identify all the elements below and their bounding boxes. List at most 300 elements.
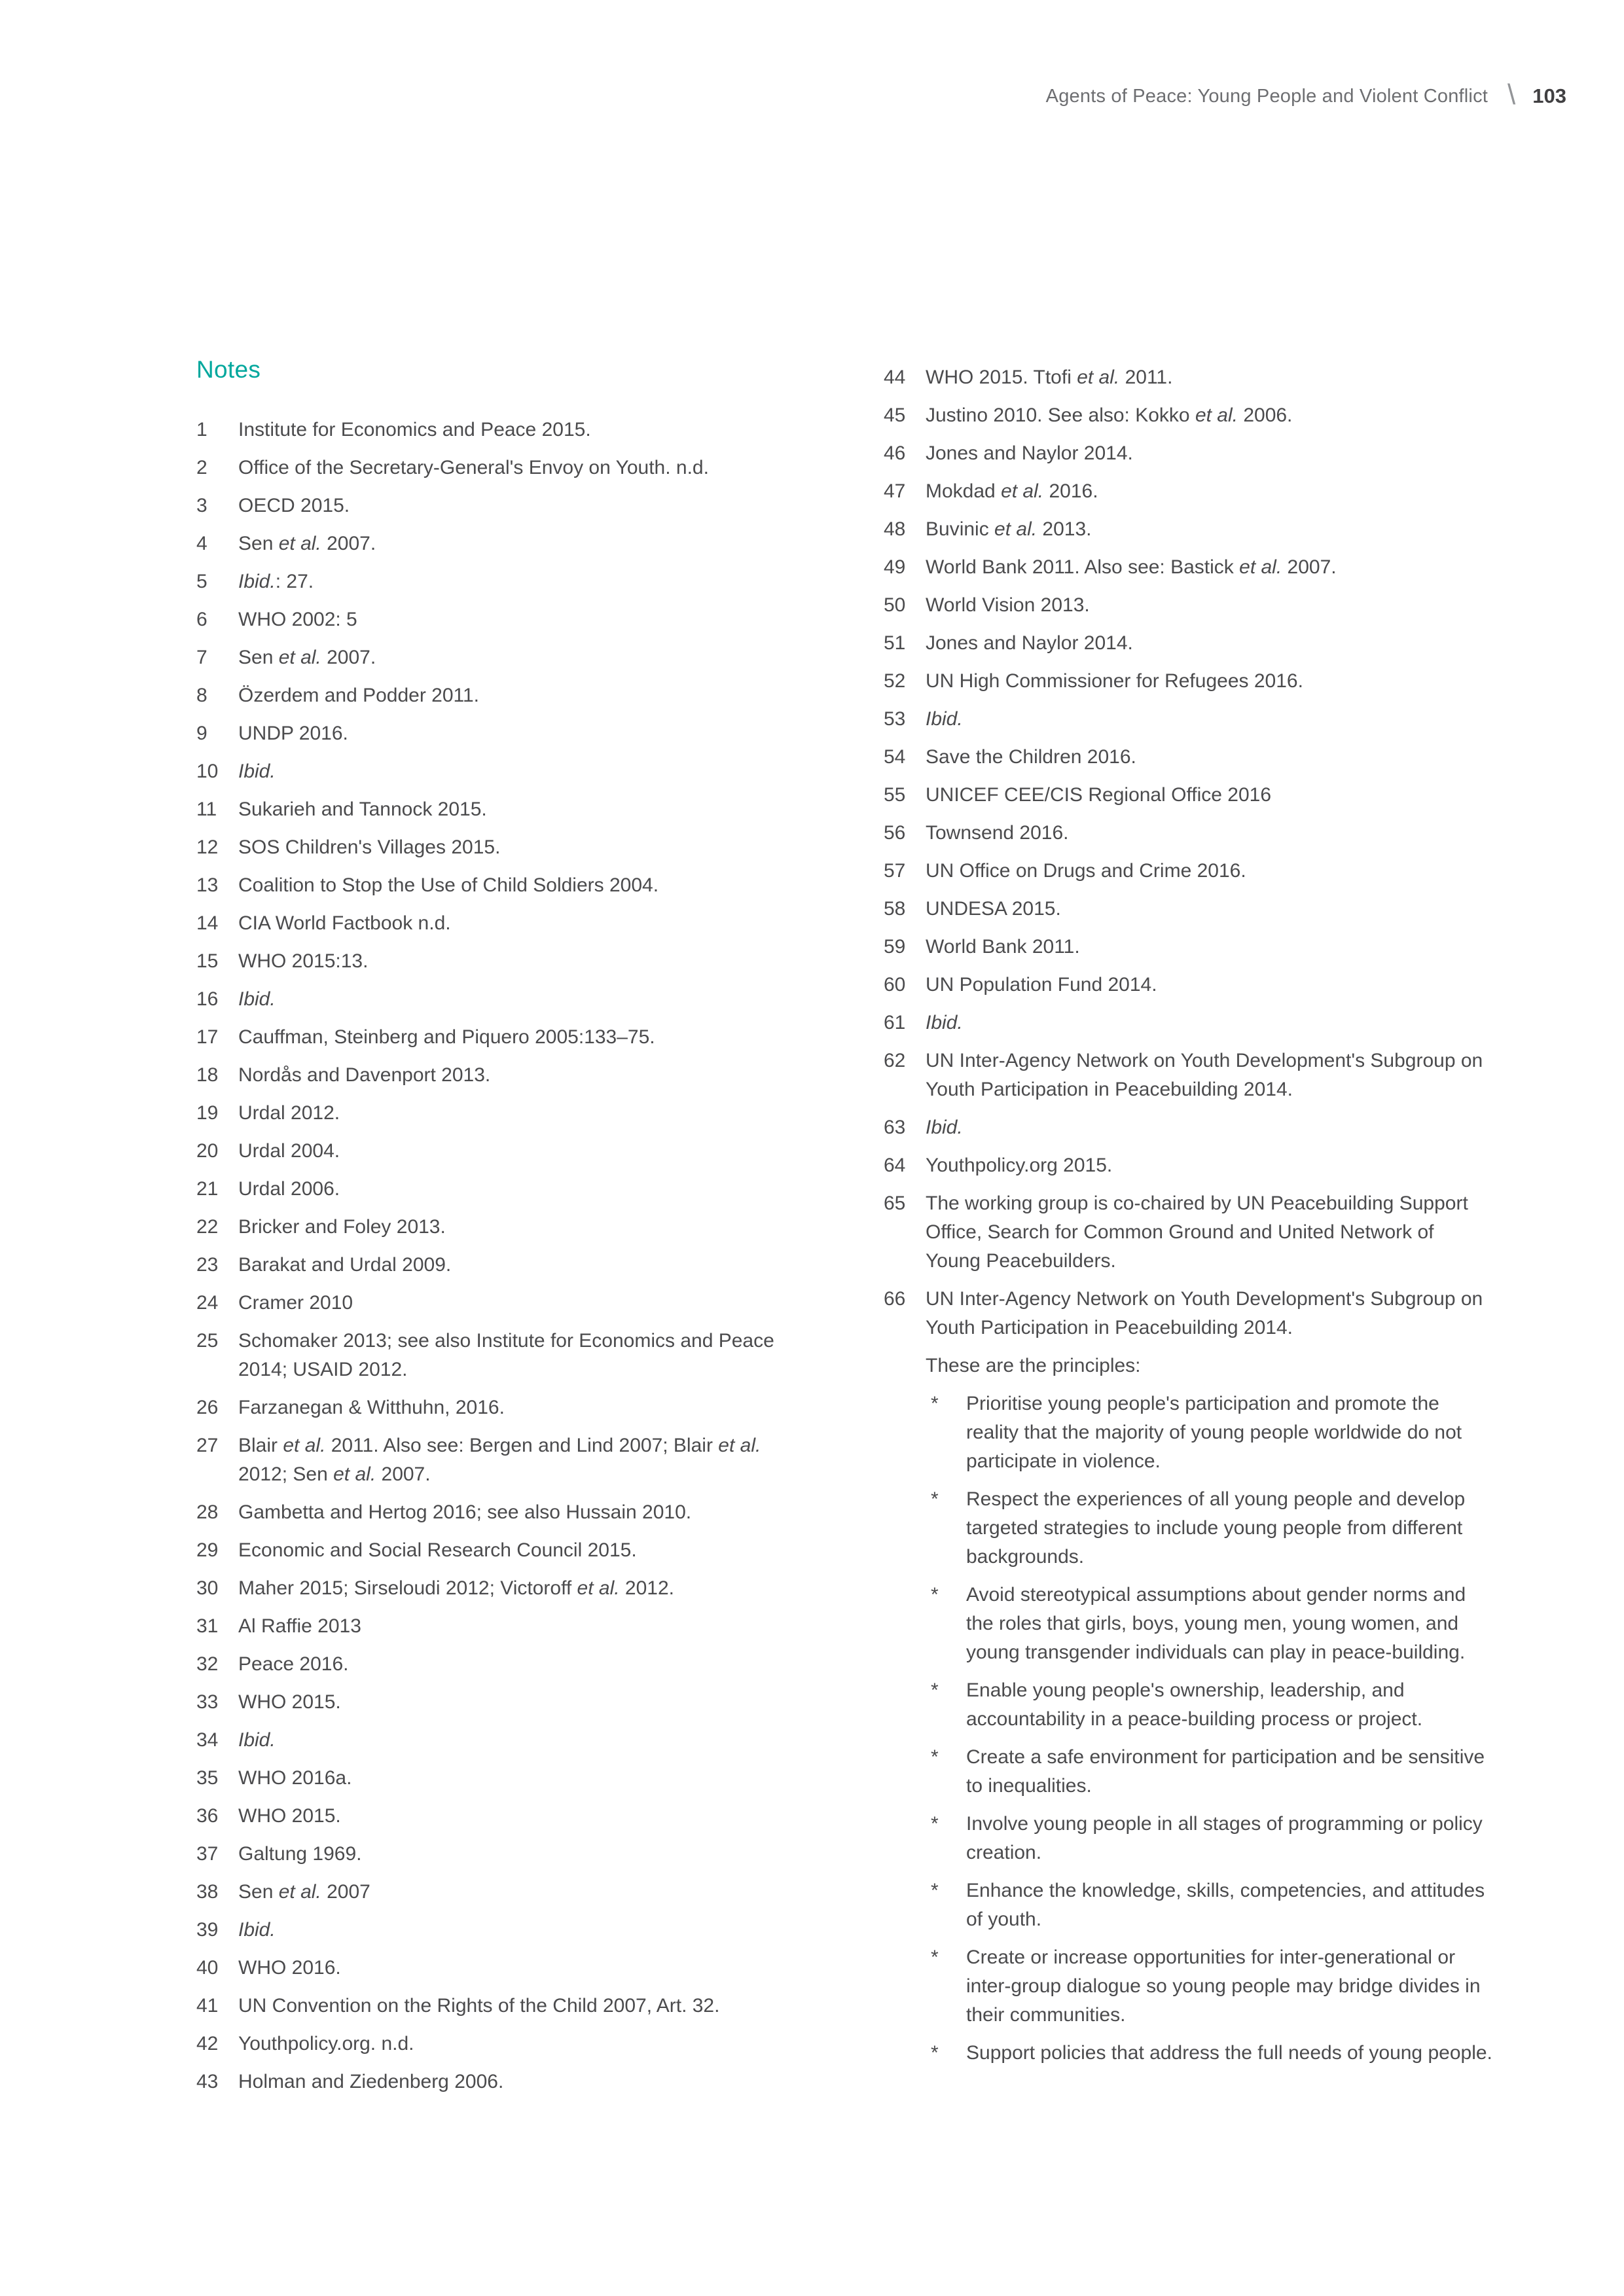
note-number: 58 <box>884 898 906 920</box>
plain-text: Avoid stereotypical assumptions about gender norms and the roles that girls, boys, young men, young women, and young transgender individuals can play in peace-building. <box>966 1584 1466 1663</box>
plain-text: 2013. <box>1037 518 1092 540</box>
note-item-26 <box>196 1393 785 1422</box>
principle-text <box>966 1390 1494 1476</box>
note-body <box>238 1289 785 1318</box>
plain-text: Create or increase opportunities for inter-generational or inter-group dialogue so young people may bridge divides in their communities. <box>966 1946 1481 2026</box>
note-number: 64 <box>884 1155 906 1176</box>
note-text <box>926 819 1494 848</box>
note-item-8 <box>196 681 785 710</box>
note-body <box>238 1954 785 1982</box>
note-text <box>238 1099 785 1128</box>
note-item-15 <box>196 947 785 976</box>
note-text <box>238 1213 785 1242</box>
note-body <box>238 1650 785 1679</box>
note-number: 21 <box>196 1178 219 1200</box>
note-item-52 <box>884 667 1494 696</box>
plain-text: WHO 2016. <box>238 1957 341 1979</box>
note-number: 4 <box>196 533 208 554</box>
note-number: 55 <box>884 784 906 806</box>
note-number: 51 <box>884 632 906 654</box>
note-item-42 <box>196 2030 785 2058</box>
note-number: 49 <box>884 556 906 578</box>
note-number: 10 <box>196 761 219 782</box>
note-body <box>238 1023 785 1052</box>
note-item-21 <box>196 1175 785 1204</box>
plain-text: Schomaker 2013; see also Institute for Economics and Peace 2014; USAID 2012. <box>238 1330 774 1380</box>
notes-heading: Notes <box>196 356 261 383</box>
plain-text: UN Inter-Agency Network on Youth Development's Subgroup on Youth Participation in Peacebuilding 2014. <box>926 1288 1483 1338</box>
note-number: 53 <box>884 708 906 730</box>
running-header <box>1046 80 1566 113</box>
plain-text: Jones and Naylor 2014. <box>926 442 1133 464</box>
plain-text: UNDESA 2015. <box>926 898 1061 920</box>
note-text <box>238 416 785 444</box>
principle-text <box>966 1676 1494 1734</box>
note-number: 34 <box>196 1729 219 1751</box>
plain-text: Respect the experiences of all young people and develop targeted strategies to include young people from different backgrounds. <box>966 1488 1466 1568</box>
asterisk-marker: * <box>931 1393 939 1414</box>
note-number: 19 <box>196 1102 219 1124</box>
note-item-19 <box>196 1099 785 1128</box>
note-body <box>926 1189 1494 1276</box>
note-number: 44 <box>884 367 906 388</box>
note-item-38 <box>196 1878 785 1907</box>
note-item-36 <box>196 1802 785 1831</box>
note-number: 65 <box>884 1193 906 1214</box>
note-item-28 <box>196 1498 785 1527</box>
italic-text: et al. <box>1001 480 1044 502</box>
note-body <box>926 515 1494 544</box>
note-item-6 <box>196 605 785 634</box>
plain-text: Cauffman, Steinberg and Piquero 2005:133–75. <box>238 1026 655 1048</box>
note-text <box>926 477 1494 506</box>
note-body <box>238 1840 785 1869</box>
note-text <box>926 895 1494 924</box>
plain-text: Economic and Social Research Council 2015. <box>238 1539 637 1561</box>
note-number: 8 <box>196 685 208 706</box>
note-number: 33 <box>196 1691 219 1713</box>
note-number: 45 <box>884 404 906 426</box>
note-item-62 <box>884 1047 1494 1104</box>
note-number: 37 <box>196 1843 219 1865</box>
note-item-43 <box>196 2068 785 2096</box>
note-body <box>238 2068 785 2096</box>
note-text <box>238 833 785 862</box>
note-text <box>926 553 1494 582</box>
page-number: 103 <box>1532 84 1566 107</box>
note-number: 32 <box>196 1653 219 1675</box>
note-number: 12 <box>196 836 219 858</box>
plain-text: Barakat and Urdal 2009. <box>238 1254 452 1276</box>
plain-text: Buvinic <box>926 518 995 540</box>
plain-text: Townsend 2016. <box>926 822 1069 844</box>
note-item-1 <box>196 416 785 444</box>
italic-text: et al. <box>1239 556 1282 578</box>
principle-text <box>966 2039 1494 2068</box>
plain-text: Create a safe environment for participation and be sensitive to inequalities. <box>966 1746 1485 1797</box>
note-number: 23 <box>196 1254 219 1276</box>
note-body <box>926 553 1494 582</box>
note-body <box>238 1878 785 1907</box>
note-number: 46 <box>884 442 906 464</box>
principle-item <box>926 1743 1494 1801</box>
note-number: 56 <box>884 822 906 844</box>
asterisk-marker: * <box>931 1584 939 1605</box>
note-body <box>238 1574 785 1603</box>
note-number: 43 <box>196 2071 219 2092</box>
note-item-61 <box>884 1009 1494 1037</box>
plain-text: Sen <box>238 647 279 668</box>
note-text <box>238 1023 785 1052</box>
italic-text: Ibid. <box>926 1117 963 1138</box>
plain-text: Cramer 2010 <box>238 1292 353 1314</box>
note-number: 38 <box>196 1881 219 1903</box>
note-number: 66 <box>884 1288 906 1310</box>
note-text <box>926 591 1494 620</box>
note-text <box>238 1916 785 1945</box>
header-separator: \ <box>1507 79 1516 111</box>
plain-text: Maher 2015; Sirseloudi 2012; Victoroff <box>238 1577 577 1599</box>
plain-text: Peace 2016. <box>238 1653 349 1675</box>
note-item-44 <box>884 363 1494 392</box>
note-number: 29 <box>196 1539 219 1561</box>
plain-text: UN Convention on the Rights of the Child 2007, Art. 32. <box>238 1995 720 2017</box>
note-body <box>238 1099 785 1128</box>
plain-text: Holman and Ziedenberg 2006. <box>238 2071 504 2092</box>
plain-text: World Bank 2011. <box>926 936 1080 958</box>
note-item-37 <box>196 1840 785 1869</box>
plain-text: Prioritise young people's participation and promote the reality that the majority of young people worldwide do not participate in violence. <box>966 1393 1462 1472</box>
note-body <box>238 833 785 862</box>
plain-text: UNICEF CEE/CIS Regional Office 2016 <box>926 784 1272 806</box>
plain-text: 2007 <box>321 1881 370 1903</box>
plain-text: 2011. Also see: Bergen and Lind 2007; Blair <box>325 1435 719 1456</box>
plain-text: 2011. <box>1119 367 1173 388</box>
notes-list-right <box>884 363 1494 2068</box>
note-text <box>926 1009 1494 1037</box>
plain-text: Sukarieh and Tannock 2015. <box>238 798 487 820</box>
note-body <box>238 909 785 938</box>
note-text <box>926 439 1494 468</box>
note-text <box>238 1954 785 1982</box>
note-item-25 <box>196 1327 785 1384</box>
note-text <box>238 947 785 976</box>
note-text <box>238 1431 785 1489</box>
note-text <box>238 1498 785 1527</box>
notes-content <box>196 357 1494 2106</box>
plain-text: Enhance the knowledge, skills, competencies, and attitudes of youth. <box>966 1880 1485 1930</box>
plain-text: 2007. <box>1282 556 1337 578</box>
plain-text: CIA World Factbook n.d. <box>238 912 451 934</box>
note-item-2 <box>196 454 785 482</box>
note-item-13 <box>196 871 785 900</box>
italic-text: et al. <box>278 647 321 668</box>
note-text <box>238 1251 785 1280</box>
note-body <box>926 477 1494 506</box>
note-item-29 <box>196 1536 785 1565</box>
note-text <box>926 933 1494 961</box>
note-number: 3 <box>196 495 208 516</box>
italic-text: et al. <box>577 1577 620 1599</box>
note-item-54 <box>884 743 1494 772</box>
note-item-12 <box>196 833 785 862</box>
plain-text: 2012. <box>619 1577 675 1599</box>
plain-text: Sen <box>238 1881 279 1903</box>
plain-text: The working group is co-chaired by UN Peacebuilding Support Office, Search for Common Ground and United Network of Young Peacebuilders. <box>926 1193 1468 1272</box>
note-item-56 <box>884 819 1494 848</box>
note-text <box>926 667 1494 696</box>
note-number: 15 <box>196 950 219 972</box>
italic-text: et al. <box>718 1435 761 1456</box>
note-item-18 <box>196 1061 785 1090</box>
note-text <box>238 757 785 786</box>
principle-item <box>926 1943 1494 2030</box>
note-text <box>238 529 785 558</box>
asterisk-marker: * <box>931 1746 939 1768</box>
note-number: 13 <box>196 874 219 896</box>
note-number: 31 <box>196 1615 219 1637</box>
note-item-11 <box>196 795 785 824</box>
note-text <box>238 605 785 634</box>
principle-item <box>926 1876 1494 1934</box>
note-item-53 <box>884 705 1494 734</box>
note-text <box>238 1992 785 2020</box>
note-item-14 <box>196 909 785 938</box>
plain-text: Nordås and Davenport 2013. <box>238 1064 491 1086</box>
note-body <box>238 1061 785 1090</box>
plain-text: WHO 2016a. <box>238 1767 352 1789</box>
note-item-57 <box>884 857 1494 886</box>
note-body <box>926 743 1494 772</box>
note-extra-text <box>926 1352 1494 1380</box>
note-text <box>238 454 785 482</box>
note-number: 18 <box>196 1064 219 1086</box>
note-body <box>238 1802 785 1831</box>
note-text <box>926 857 1494 886</box>
plain-text: 2016. <box>1043 480 1098 502</box>
note-number: 47 <box>884 480 906 502</box>
plain-text: Farzanegan & Witthuhn, 2016. <box>238 1397 505 1418</box>
note-text <box>238 909 785 938</box>
notes-list-left <box>196 416 785 2096</box>
note-item-34 <box>196 1726 785 1755</box>
note-number: 48 <box>884 518 906 540</box>
principle-text <box>966 1485 1494 1571</box>
note-item-32 <box>196 1650 785 1679</box>
note-number: 35 <box>196 1767 219 1789</box>
note-text <box>238 1393 785 1422</box>
note-number: 22 <box>196 1216 219 1238</box>
note-item-17 <box>196 1023 785 1052</box>
note-number: 1 <box>196 419 208 440</box>
note-body <box>238 605 785 634</box>
italic-text: et al. <box>1077 367 1120 388</box>
note-text <box>238 1650 785 1679</box>
note-item-9 <box>196 719 785 748</box>
note-item-64 <box>884 1151 1494 1180</box>
note-body <box>926 667 1494 696</box>
note-item-48 <box>884 515 1494 544</box>
plain-text: Enable young people's ownership, leadership, and accountability in a peace-building process or project. <box>966 1679 1423 1730</box>
note-text <box>238 1175 785 1204</box>
principle-text <box>966 1581 1494 1667</box>
note-text <box>238 1061 785 1090</box>
note-text <box>238 567 785 596</box>
note-number: 42 <box>196 2033 219 2054</box>
notes-left-column <box>196 357 785 2106</box>
plain-text: Urdal 2004. <box>238 1140 340 1162</box>
note-text <box>238 492 785 520</box>
note-number: 40 <box>196 1957 219 1979</box>
note-item-7 <box>196 643 785 672</box>
note-text <box>238 2030 785 2058</box>
plain-text: Coalition to Stop the Use of Child Soldiers 2004. <box>238 874 659 896</box>
principle-item <box>926 1581 1494 1667</box>
note-number: 63 <box>884 1117 906 1138</box>
note-item-46 <box>884 439 1494 468</box>
note-number: 11 <box>196 798 217 820</box>
italic-text: Ibid. <box>926 708 963 730</box>
note-body <box>238 871 785 900</box>
plain-text: World Vision 2013. <box>926 594 1090 616</box>
principle-item <box>926 1810 1494 1867</box>
plain-text: WHO 2015. <box>238 1805 341 1827</box>
note-item-50 <box>884 591 1494 620</box>
plain-text: Urdal 2006. <box>238 1178 340 1200</box>
note-text <box>238 2068 785 2096</box>
principle-text <box>966 1810 1494 1867</box>
note-item-24 <box>196 1289 785 1318</box>
note-item-49 <box>884 553 1494 582</box>
note-text <box>238 1840 785 1869</box>
notes-right-column <box>884 357 1494 2106</box>
note-number: 50 <box>884 594 906 616</box>
note-body <box>238 795 785 824</box>
plain-text: Galtung 1969. <box>238 1843 362 1865</box>
note-text <box>926 781 1494 810</box>
plain-text: 2007. <box>321 647 376 668</box>
note-text <box>926 705 1494 734</box>
note-text <box>238 1612 785 1641</box>
note-item-65 <box>884 1189 1494 1276</box>
plain-text: Justino 2010. See also: Kokko <box>926 404 1195 426</box>
note-text <box>238 985 785 1014</box>
plain-text: Sen <box>238 533 279 554</box>
note-body <box>238 1916 785 1945</box>
note-text <box>238 681 785 710</box>
italic-text: et al. <box>283 1435 326 1456</box>
principle-item <box>926 2039 1494 2068</box>
note-body <box>238 1498 785 1527</box>
note-body <box>926 1009 1494 1037</box>
note-item-40 <box>196 1954 785 1982</box>
note-body <box>238 757 785 786</box>
plain-text: 2007. <box>321 533 376 554</box>
plain-text: Gambetta and Hertog 2016; see also Hussain 2010. <box>238 1501 692 1523</box>
running-header-title: Agents of Peace: Young People and Violent Conflict <box>1045 85 1489 107</box>
note-text <box>238 1289 785 1318</box>
plain-text: Bricker and Foley 2013. <box>238 1216 446 1238</box>
note-body <box>238 1213 785 1242</box>
note-number: 14 <box>196 912 219 934</box>
note-item-10 <box>196 757 785 786</box>
plain-text: Al Raffie 2013 <box>238 1615 361 1637</box>
asterisk-marker: * <box>931 1880 939 1901</box>
asterisk-marker: * <box>931 2042 939 2064</box>
note-number: 52 <box>884 670 906 692</box>
note-item-22 <box>196 1213 785 1242</box>
note-text <box>238 719 785 748</box>
plain-text: OECD 2015. <box>238 495 350 516</box>
note-text <box>238 1802 785 1831</box>
note-number: 25 <box>196 1330 219 1352</box>
note-text <box>238 1327 785 1384</box>
note-body <box>238 2030 785 2058</box>
plain-text: Save the Children 2016. <box>926 746 1136 768</box>
note-text <box>926 1285 1494 1342</box>
note-number: 2 <box>196 457 208 478</box>
plain-text: UN Population Fund 2014. <box>926 974 1157 996</box>
note-text <box>926 1151 1494 1180</box>
note-body <box>926 1047 1494 1104</box>
note-number: 20 <box>196 1140 219 1162</box>
note-item-3 <box>196 492 785 520</box>
plain-text: 2012; Sen <box>238 1463 334 1485</box>
note-item-60 <box>884 971 1494 999</box>
note-body <box>238 947 785 976</box>
note-text <box>238 871 785 900</box>
note-item-35 <box>196 1764 785 1793</box>
note-body <box>238 1137 785 1166</box>
note-body <box>238 529 785 558</box>
plain-text: Institute for Economics and Peace 2015. <box>238 419 591 440</box>
note-body <box>238 1726 785 1755</box>
plain-text: Office of the Secretary-General's Envoy on Youth. n.d. <box>238 457 709 478</box>
note-body <box>238 985 785 1014</box>
note-body <box>926 933 1494 961</box>
note-item-41 <box>196 1992 785 2020</box>
italic-text: Ibid. <box>238 761 276 782</box>
note-body <box>926 895 1494 924</box>
note-body <box>238 567 785 596</box>
note-number: 28 <box>196 1501 219 1523</box>
plain-text: These are the principles: <box>926 1355 1141 1376</box>
note-text <box>926 629 1494 658</box>
note-item-27 <box>196 1431 785 1489</box>
plain-text: 2006. <box>1237 404 1293 426</box>
note-number: 27 <box>196 1435 219 1456</box>
italic-text: Ibid. <box>238 988 276 1010</box>
italic-text: et al. <box>994 518 1038 540</box>
note-text <box>926 1189 1494 1276</box>
note-number: 36 <box>196 1805 219 1827</box>
note-text <box>238 1688 785 1717</box>
note-number: 16 <box>196 988 219 1010</box>
note-number: 61 <box>884 1012 906 1033</box>
italic-text: Ibid. <box>238 1729 276 1751</box>
note-item-55 <box>884 781 1494 810</box>
note-body <box>926 857 1494 886</box>
note-body <box>926 591 1494 620</box>
note-body <box>926 705 1494 734</box>
plain-text: Support policies that address the full needs of young people. <box>966 2042 1492 2064</box>
asterisk-marker: * <box>931 1488 939 1510</box>
note-number: 60 <box>884 974 906 996</box>
plain-text: WHO 2002: 5 <box>238 609 357 630</box>
note-item-5 <box>196 567 785 596</box>
note-item-16 <box>196 985 785 1014</box>
note-item-63 <box>884 1113 1494 1142</box>
